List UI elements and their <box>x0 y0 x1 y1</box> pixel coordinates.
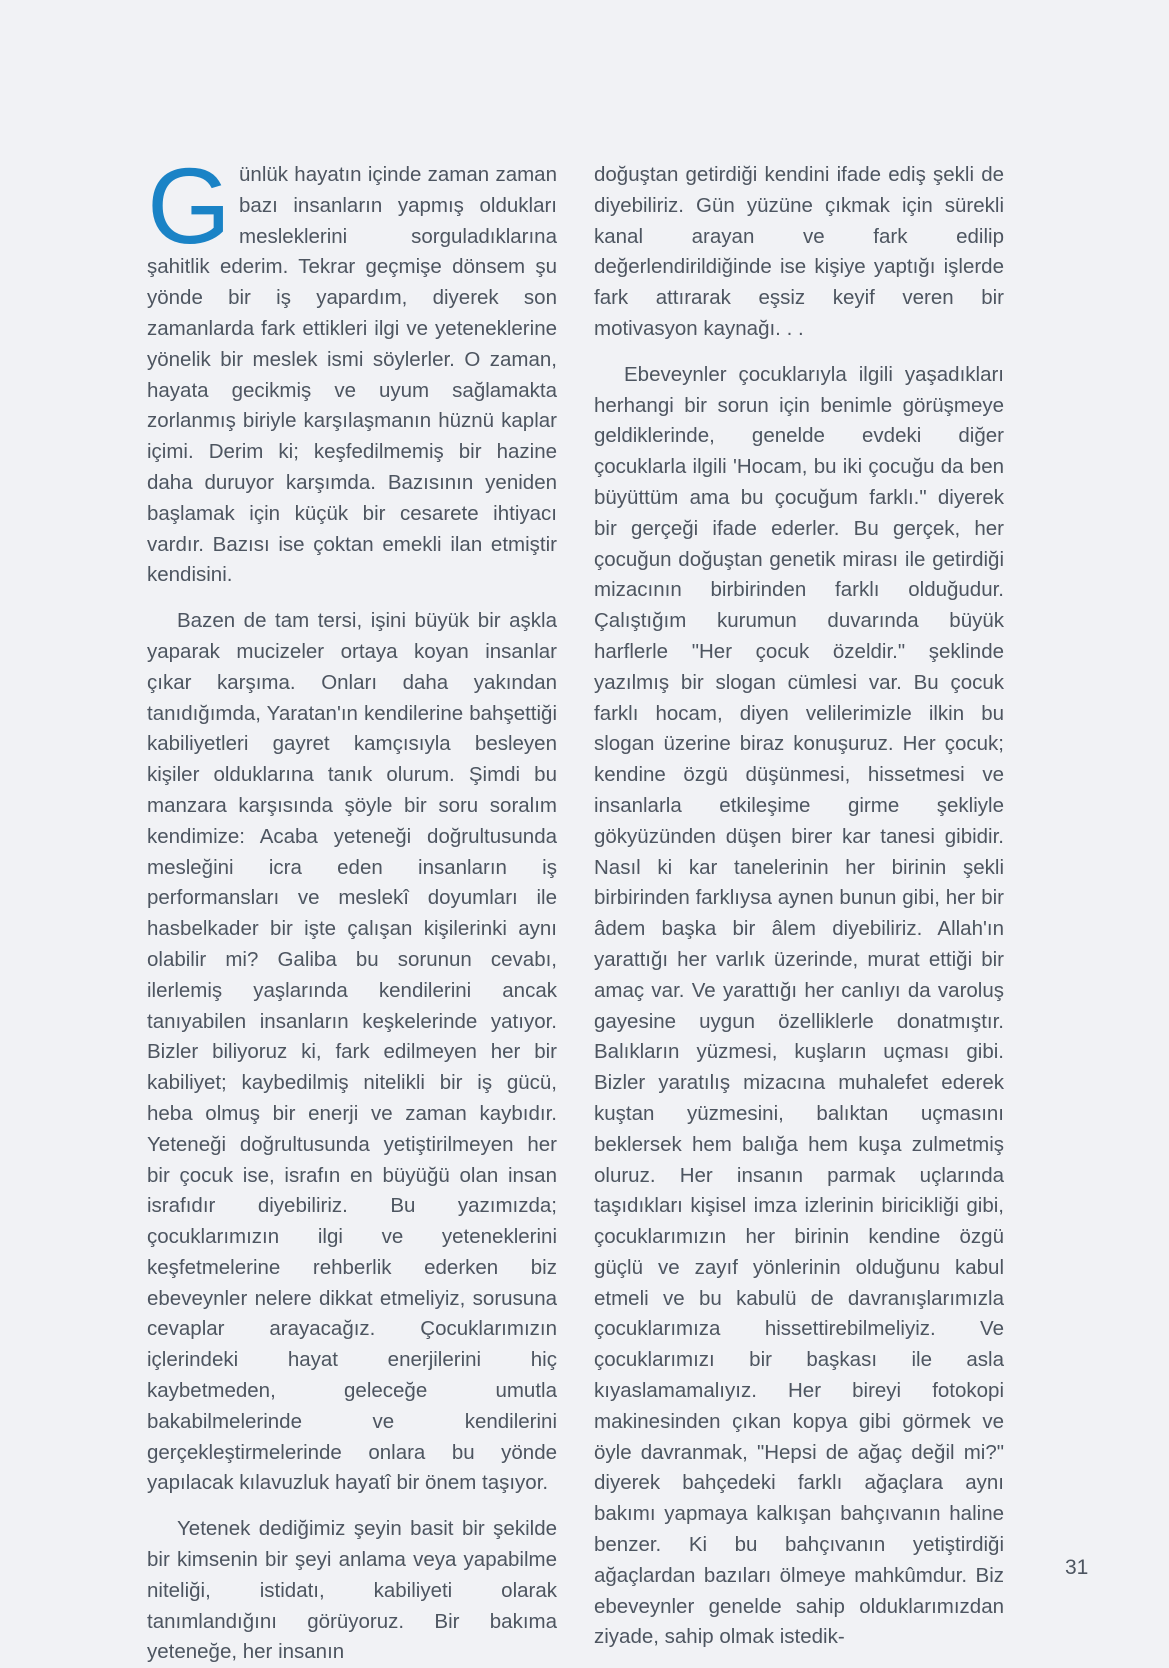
drop-cap: G <box>147 145 232 266</box>
intro-paragraph <box>147 145 557 591</box>
body-paragraph-2: Bazen de tam tersi, işini büyük bir aşkla yaparak mucizeler ortaya koyan insanlar çıkar karşıma. Onları daha yakından tanıdığımda, Yaratan'ın kendilerine bahşettiği kabiliyetleri gayret kamçısıyla besleyen kişiler olduklarına tanık olurum. Şimdi bu manzara karşısında şöyle bir soru soralım kendimize: Acaba yeteneği doğrultusunda mesleğini icra eden insanların iş performansları ve meslekî doyumları ile hasbelkader bir işte çalışan kişilerinki aynı olabilir mi? Galiba bu sorunun cevabı, ilerlemiş yaşlarında kendilerini ancak tanıyabilen insanların keşkelerinde yatıyor. Bizler biliyoruz ki, fark edilmeyen her bir kabiliyet; kaybedilmiş nitelikli bir iş gücü, heba olmuş bir enerji ve zaman kaybıdır. Yeteneği doğrultusunda yetiştirilmeyen her bir çocuk ise, israfın en büyüğü olan insan israfıdır diyebiliriz. Bu yazımızda; çocuklarımızın ilgi ve yeteneklerini keşfetmelerine rehberlik ederken biz ebeveynler nelere dikkat etmeliyiz, sorusuna cevaplar arayacağız. Çocuklarımızın içlerindeki hayat enerjilerini hiç kaybetmeden, geleceğe umutla bakabilmelerinde ve kendilerini gerçekleştirmelerinde onlara bu yönde yapılacak kılavuzluk hayatî bir önem taşıyor. <box>147 609 557 1495</box>
continuation-paragraph: doğuştan getirdiği kendini ifade ediş şekli de diyebiliriz. Gün yüzüne çıkmak için sürekli kanal arayan ve fark edilip değerlendirildiğinde ise kişiye yaptığı işlerde fark attırarak eşsiz keyif veren bir motivasyon kaynağı. . . <box>594 163 1004 340</box>
page-number: 31 <box>1065 1556 1089 1579</box>
body-paragraph-4: Ebeveynler çocuklarıyla ilgili yaşadıkları herhangi bir sorun için benimle görüşmeye geldiklerinde, genelde evdeki diğer çocuklarla ilgili 'Hocam, bu iki çocuğu da ben büyüttüm ama bu çocuğum farklı." diyerek bir gerçeği ifade ederler. Bu gerçek, her çocuğun doğuştan genetik mirası ile getirdiği mizacının birbirinden farklı olduğudur. Çalıştığım kurumun duvarında büyük harflerle "Her çocuk özeldir." şeklinde yazılmış bir slogan cümlesi var. Bu çocuk farklı hocam, diyen velilerimizle ilkin bu slogan üzerine biraz konuşuruz. Her çocuk; kendine özgü düşünmesi, hissetmesi ve insanlarla etkileşime girme şekliyle gökyüzünden düşen birer kar tanesi gibidir. Nasıl ki kar tanelerinin her birinin şekli birbirinden farklıysa aynen bunun gibi, her bir âdem başka bir âlem diyebiliriz. Allah'ın yarattığı her varlık üzerinde, murat ettiği bir amaç var. Ve yarattığı her canlıyı da varoluş gayesine uygun özelliklerle donatmıştır. Balıkların yüzmesi, kuşların uçması gibi. Bizler yaratılış mizacına muhalefet ederek kuştan yüzmesini, balıktan uçmasını beklersek hem balığa hem kuşa zulmetmiş oluruz. Her insanın parmak uçlarında taşıdıkları kişisel imza izlerinin biricikliği gibi, çocuklarımızın her birinin kendine özgü güçlü ve zayıf yönlerinin olduğunu kabul etmeli ve bu kabulü de davranışlarımızla çocuklarımıza hissettirebilmeliyiz. Ve çocuklarımızı bir başkası ile asla kıyaslamamalıyız. Her bireyi fotokopi makinesinden çıkan kopya gibi görmek ve öyle davranmak, "Hepsi de ağaç değil mi?" diyerek bahçedeki farklı ağaçlara aynı bakımı yapmaya kalkışan bahçıvanın haline benzer. Ki bu bahçıvanın yetiştirdiği ağaçlardan bazıları ölmeye mahkûmdur. Biz ebeveynler genelde sahip olduklarımızdan ziyade, sahip olmak istedik- <box>594 362 1004 1649</box>
intro-paragraph-text: ünlük hayatın içinde zaman zaman bazı insanların yapmış oldukları mesleklerini sorguladıklarına şahitlik ederim. Tekrar geçmişe dönsem şu yönde bir iş yapardım, diyerek son zamanlarda fark ettikleri ilgi ve yeteneklerine yönelik bir meslek ismi söylerler. O zaman, hayata gecikmiş ve uyum sağlamakta zorlanmış biriyle karşılaşmanın hüznü kaplar içimi. Derim ki; keşfedilmemiş bir hazine daha duruyor karşımda. Bazısının yeniden başlamak için küçük bir cesarete ihtiyacı vardır. Bazısı ise çoktan emekli ilan etmiştir kendisini. <box>147 163 557 587</box>
body-paragraph-3: Yetenek dediğimiz şeyin basit bir şekilde bir kimsenin bir şeyi anlama veya yapabilme niteliği, istidatı, kabiliyeti olarak tanımlandığını görüyoruz. Bir bakıma yeteneğe, her insanın <box>147 1517 557 1664</box>
right-column <box>594 160 1004 1653</box>
left-column <box>147 145 557 1668</box>
